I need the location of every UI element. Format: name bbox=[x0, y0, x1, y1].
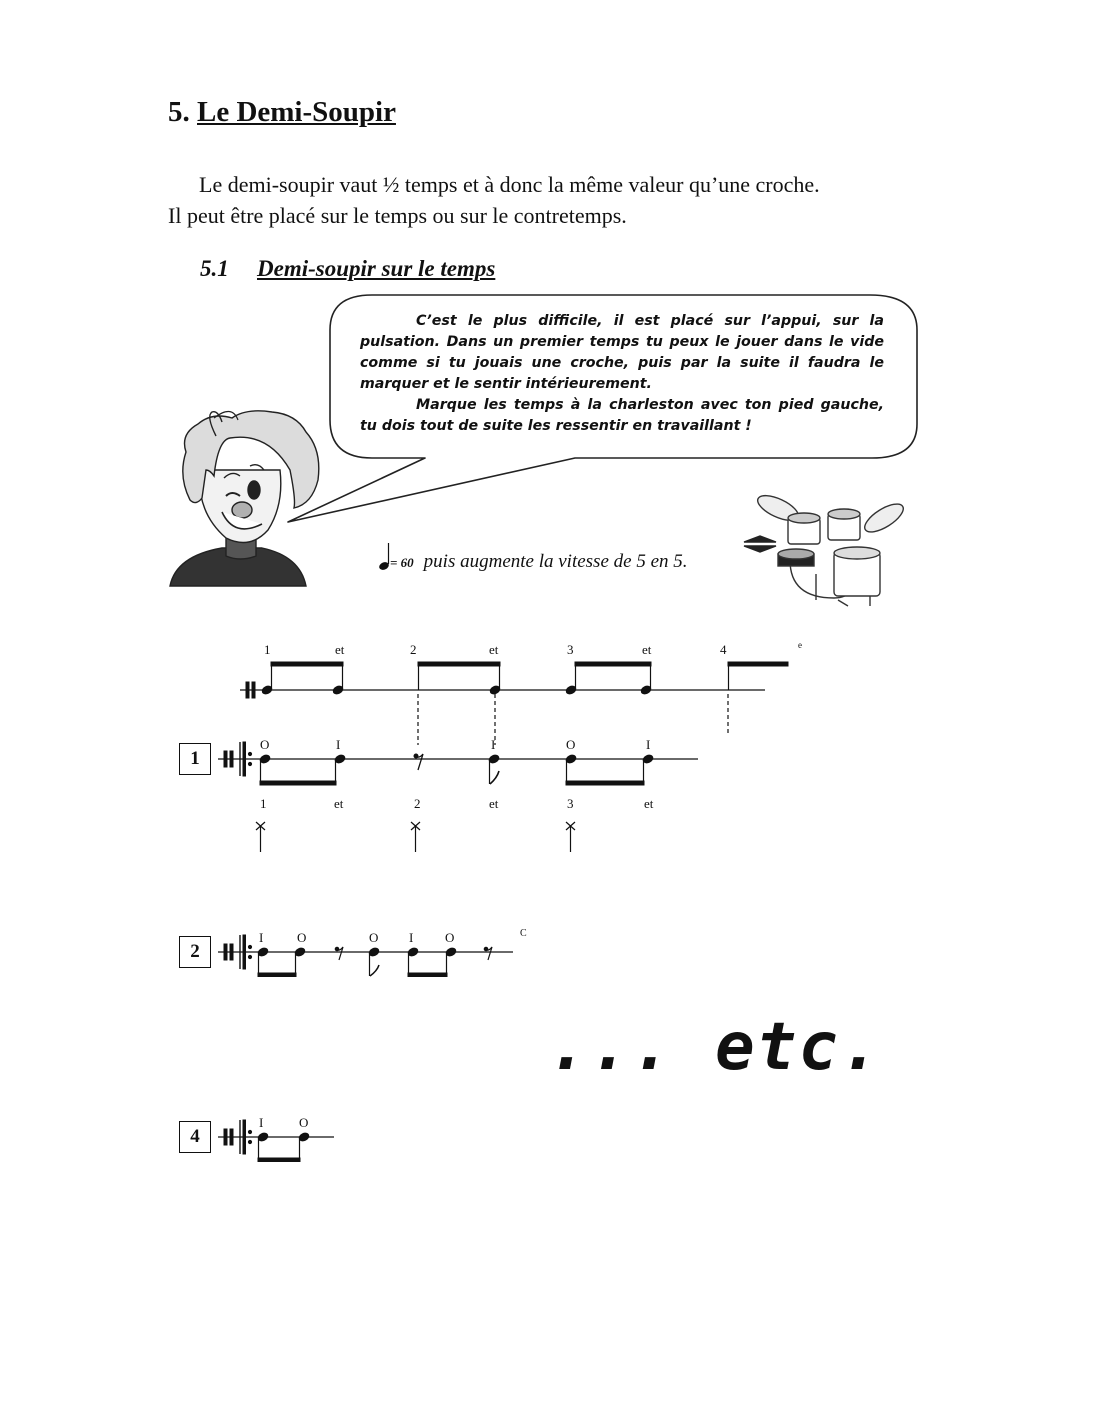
sticking-label: O bbox=[369, 930, 379, 945]
section-number: 5. bbox=[168, 96, 190, 128]
sticking-label: O bbox=[260, 737, 270, 752]
ref-count: 3 bbox=[567, 642, 574, 657]
tempo-text: puis augmente la vitesse de 5 en 5. bbox=[423, 551, 688, 572]
eighth-rest-icon bbox=[414, 754, 423, 770]
count-label: et bbox=[334, 796, 344, 811]
hihat-foot-icon bbox=[256, 822, 575, 852]
ref-count: 1 bbox=[264, 642, 271, 657]
tempo-mark: = 60 bbox=[390, 555, 414, 570]
sticking-label: I bbox=[646, 737, 651, 752]
sticking-label: I bbox=[259, 1115, 264, 1130]
intro-line-2: Il peut être placé sur le temps ou sur le contretemps. bbox=[168, 203, 627, 228]
ref-count: e bbox=[798, 640, 802, 650]
sticking-label: O bbox=[445, 930, 455, 945]
exercise-4-staff bbox=[218, 1120, 334, 1162]
exercise-4-number: 4 bbox=[179, 1121, 211, 1153]
exercise-1-staff bbox=[218, 742, 698, 852]
count-label: 1 bbox=[260, 796, 267, 811]
speech-paragraph-1: C’est le plus difficile, il est placé sur l’appui, sur la pulsation. Dans un premier temps tu peux le jouer dans le vide comme si tu jouais une croche, puis par la suite il faudra le marquer et le sentir intérieurement. bbox=[360, 313, 884, 392]
section-title-text: Le Demi-Soupir bbox=[197, 96, 396, 128]
etc-text: ... etc. bbox=[548, 1008, 882, 1085]
count-label: 2 bbox=[414, 796, 421, 811]
tempo-indication bbox=[378, 551, 688, 573]
subsection-number: 5.1 bbox=[200, 256, 229, 281]
sticking-label: I bbox=[409, 930, 414, 945]
ref-count: 2 bbox=[410, 642, 417, 657]
sticking-label: I bbox=[259, 930, 264, 945]
sticking-label: O bbox=[566, 737, 576, 752]
exercise-1-number: 1 bbox=[179, 743, 211, 775]
count-label: 3 bbox=[567, 796, 574, 811]
sticking-label: I bbox=[336, 737, 341, 752]
drum-kit-icon bbox=[744, 491, 907, 606]
sticking-label: I bbox=[491, 737, 496, 752]
cartoon-boy-icon bbox=[170, 411, 319, 586]
intro-line-1: Le demi-soupir vaut ½ temps et à donc la même valeur qu’une croche. bbox=[199, 172, 820, 197]
count-label: et bbox=[489, 796, 499, 811]
speech-bubble-text bbox=[360, 311, 884, 437]
sticking-label: O bbox=[299, 1115, 309, 1130]
ref-count: et bbox=[489, 642, 499, 657]
ref-count: et bbox=[642, 642, 652, 657]
speech-paragraph-2: Marque les temps à la charleston avec ton pied gauche, tu dois tout de suite les ressentir en travaillant ! bbox=[360, 397, 884, 434]
ref-count: 4 bbox=[720, 642, 727, 657]
count-label: et bbox=[644, 796, 654, 811]
subsection-title-text: Demi-soupir sur le temps bbox=[257, 256, 496, 281]
sticking-label: C bbox=[520, 928, 527, 939]
reference-staff bbox=[240, 662, 788, 745]
ref-count: et bbox=[335, 642, 345, 657]
sticking-label: O bbox=[297, 930, 307, 945]
exercise-2-number: 2 bbox=[179, 936, 211, 968]
